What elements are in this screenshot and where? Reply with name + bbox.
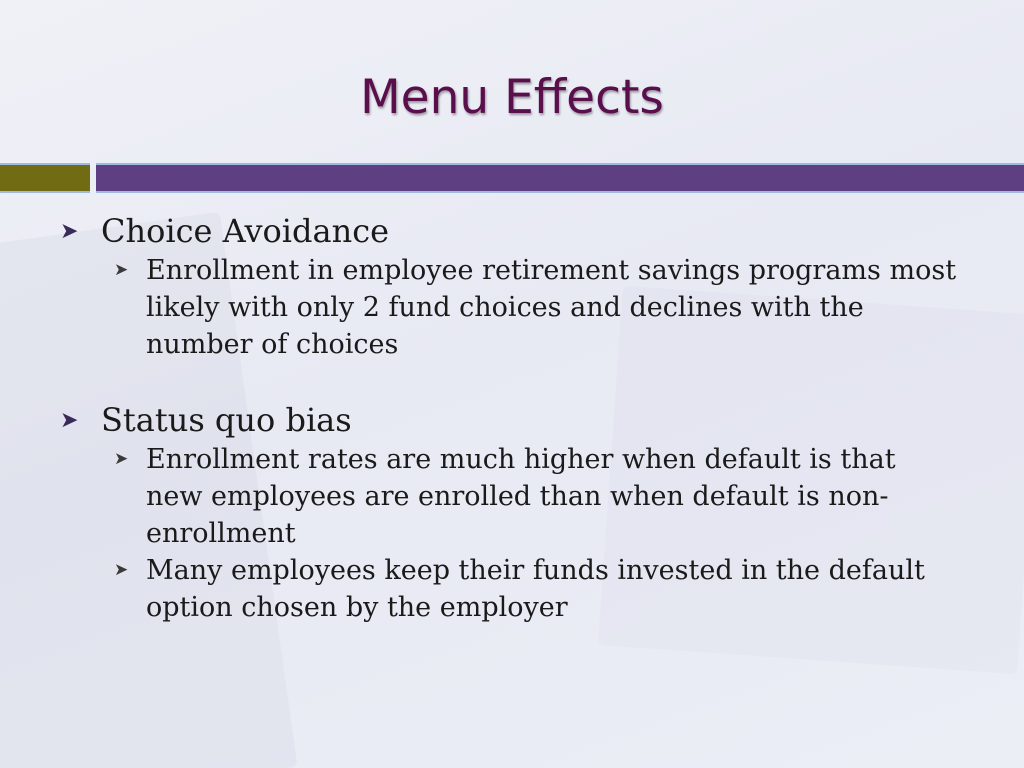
chevron-right-small-icon: ➤ bbox=[114, 449, 129, 469]
bullet-status-quo-bias bbox=[60, 399, 960, 441]
chevron-right-small-icon: ➤ bbox=[114, 260, 129, 280]
sub-bullet bbox=[60, 441, 960, 552]
bullet-text: Choice Avoidance bbox=[101, 212, 390, 250]
chevron-right-icon: ➤ bbox=[60, 219, 79, 244]
slide-title: Menu Effects bbox=[360, 70, 664, 125]
sub-bullet-list bbox=[60, 441, 960, 626]
title-divider-accent-bar bbox=[0, 163, 90, 193]
sub-bullet-list bbox=[60, 252, 960, 363]
sub-bullet-text: Enrollment in employee retirement savings programs most likely with only 2 fund choices and declines with the number of choices bbox=[146, 255, 957, 360]
sub-bullet-text: Many employees keep their funds invested in the default option chosen by the employer bbox=[146, 555, 925, 623]
sub-bullet bbox=[60, 252, 960, 363]
chevron-right-small-icon: ➤ bbox=[114, 560, 129, 580]
chevron-right-icon: ➤ bbox=[60, 408, 79, 433]
title-divider-bar bbox=[96, 163, 1024, 193]
bullet-text: Status quo bias bbox=[101, 401, 352, 439]
sub-bullet-text: Enrollment rates are much higher when default is that new employees are enrolled than when default is non-enrollment bbox=[146, 444, 896, 549]
sub-bullet bbox=[60, 552, 960, 626]
slide-content bbox=[60, 210, 960, 626]
bullet-choice-avoidance bbox=[60, 210, 960, 252]
